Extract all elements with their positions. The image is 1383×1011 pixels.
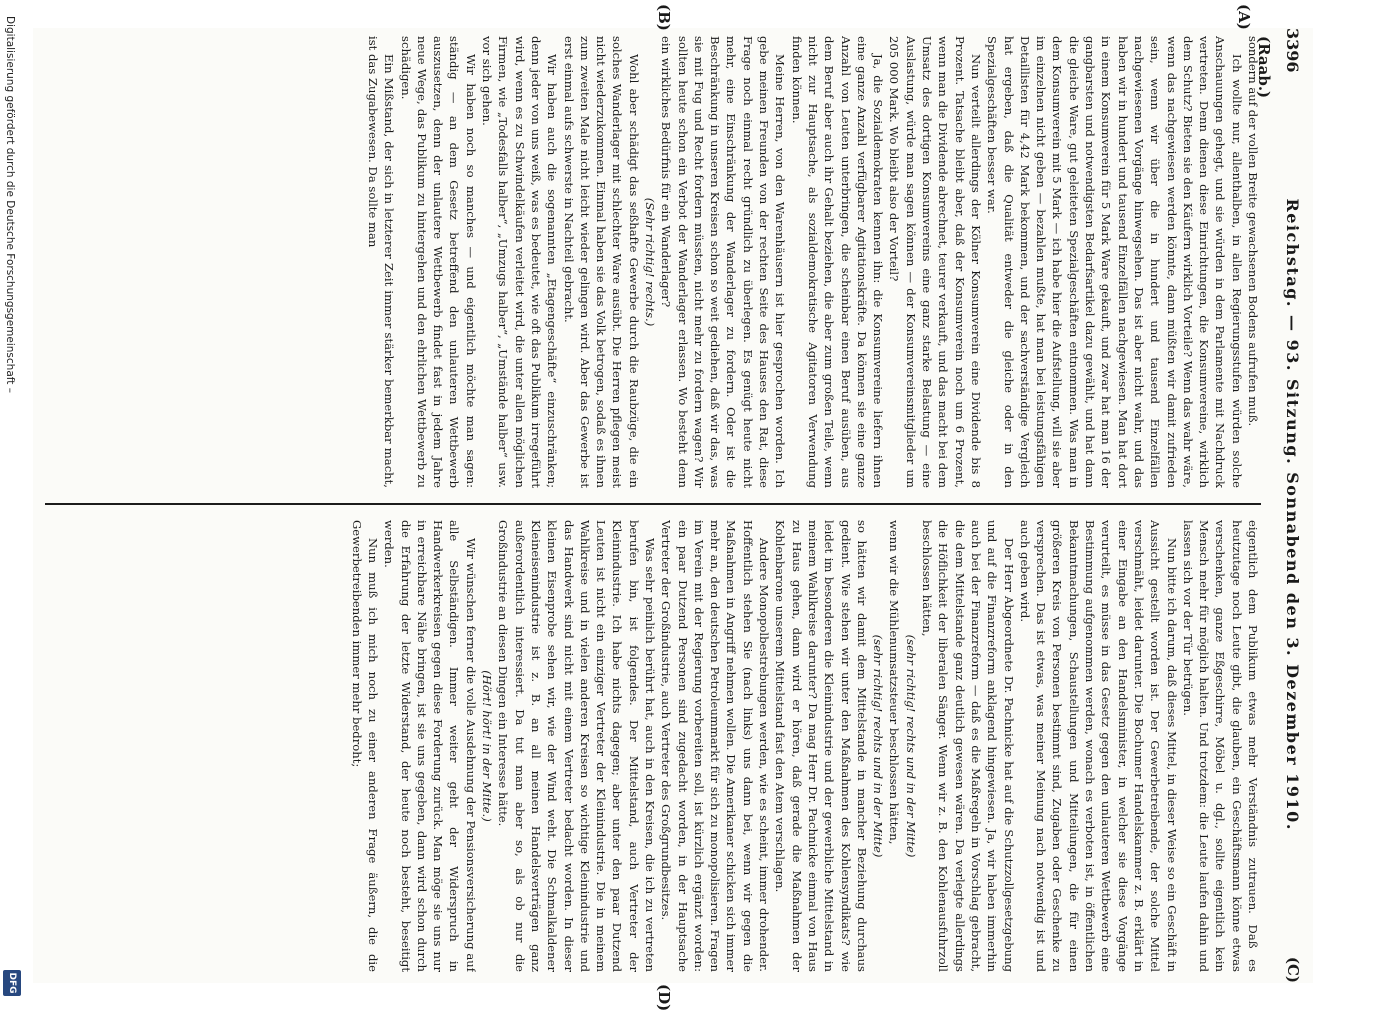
paragraph: Wir haben auch die sogenannten „Etagengeschäfte“ einzuschränken; denn jeder von uns weiß, was es bedeutet, wie oft das Publikum irregeführt wird, wenn es zu Schwindelkäufen verleitet wird, die unter allen möglichen Firmen, wie „Todesfalls halber“, „Umzugs halber“, „Umstände halber“ usw. vor sich gehen. — [480, 36, 560, 488]
marker-d: (D) — [655, 984, 673, 1011]
paragraph: Andere Monopolbestrebungen werden, wie es scheint, immer drohender. Hoffentlich stehen Sie (nach links) uns dann bei, wenn wir gegen die Maßnahmen in Angriff nehmen wollen. Die Amerikaner schicken sich immer mehr an, den deutschen Petroleummarkt für sich zu monopolisieren. Fragen im Verein mit der Regierung vorbereiten soll, ist kürzlich ergänzt worden: ein paar Dutzend Personen sind zugedacht worden, in der Hauptsache Vertreter der Großindustrie, auch Vertreter des Großgrundbesitzes. — [659, 520, 772, 972]
paragraph: Nun verteilt allerdings der Kölner Konsumverein eine Dividende bis 8 Prozent. Tatsache bleibt aber, daß der Konsumverein noch um 6 Prozent, wenn man die Dividende abrechnet, teurer verkauft, und das macht bei dem Umsatz des dortigen Konsumvereins eine ganz starke Belastung — eine Auslastung, würde man sagen können — der Konsumvereinsmitglieder um 205 000 Mark. Wo bleibt also der Vorteil? — [887, 36, 983, 488]
interjection: (Sehr richtig! rechts.) — [643, 197, 658, 327]
paragraph: sondern auf der vollen Breite gewachsenen Bodens aufrufen muß. — [1246, 36, 1260, 427]
paragraph: Ja, die Sozialdemokraten kennen ihn: die Konsumvereine liefern ihnen eine ganze Anzahl verfügbarer Agitationskräfte. Da können sie eine ganze Anzahl von Leuten unterbringen, die scheinbar einen Beruf ausüben, aus dem Beruf aber auch ihr Gehalt beziehen, die aber zum großen Teile, wenn nicht zur Hauptsache, als sozialdemokratische Agitatoren Verwendung finden können. — [789, 36, 886, 488]
paragraph: Was sehr peinlich berührt hat, auch in den Kreisen, die ich zu vertreten berufen bin, ist folgendes. Der Mittelstand, auch Vertreter der Kleinindustrie. Ich habe nichts dagegen; aber unter den paar Dutzend Leuten ist nicht ein einziger Vertreter der Kleinindustrie. Die in meinem Wahlkreise und in vielen anderen Kreisen so wichtige Kleinindustrie und das Handwerk sind nicht mit einem Vertreter bedacht worden. In dieser kleinen Eisenprobe sehen wir, wie der Wind weht. Die Schmalkaldener Kleineisenindustrie ist z. B. an all meinen Handelsverträgen ganz außerordentlich interessiert. Da tut man aber so, als ob nur die Großindustrie an diesen Dingen ein Interesse hätte. — [496, 520, 658, 972]
paragraph: Der Herr Abgeordnete Dr. Pachnicke hat auf die Schutzzollgesetzgebung und auf die Finanzreform anklagend hingewiesen. Ja, wir haben immerhin auch bei der Finanzreform — daß es die Maßregeln in Vorschlag gebracht, die dem Mittelstande ganz deutlich gewesen wären. Da verlegte allerdings die Höflichkeit der liberalen Sänger. Wenn wir z. B. den Kohlenausfuhrzoll beschlossen hätten, — [920, 520, 1016, 972]
marker-b: (B) — [655, 4, 673, 31]
paragraph: Nun bitte ich darum, daß dieses Mittel, in dieser Weise so ein Geschäft in Aussicht gestellt worden ist. Der Gewerbetreibende, der solche Mittel verschmäht, leidet darunter. Die Bochumer Handelskammer z. B. erklärt in einer Eingabe an den Handelsminister, in welcher sie diese Vorgänge verurteilt, es müsse in das Gesetz gegen den unlauteren Wettbewerb eine Bestimmung aufgenommen werden, wonach es verboten ist, in öffentlichen Bekanntmachungen, Schaustellungen und Mitteilungen, die für einen größeren Kreis von Personen bestimmt sind, Zugaben oder Geschenke zu versprechen. Das ist etwas, was meiner Meinung nach notwendig ist und auch geben wird. — [1017, 520, 1179, 972]
paragraph: eigentlich dem Publikum etwas mehr Verständnis zutrauen. Daß es heutzutage noch Leute gibt, die glauben, ein Geschäftsmann könne etwas verschenken, ganze Eßgeschirre, Möbel u. dgl., sollte eigentlich kein Mensch mehr für möglich halten. Und trotzdem: die Leute laufen dahin und lassen sich vor der Tür betrügen. — [1180, 520, 1260, 972]
page-title: Reichstag. — 93. Sitzung. Sonnabend den 3. Dezember 1910. — [1283, 198, 1303, 831]
interjection: (sehr richtig! rechts und in der Mitte) — [871, 634, 886, 858]
digitization-credit: Digitalisierung gefördert durch die Deutsche Forschungsgemeinschaft – — [4, 16, 16, 393]
column-divider — [45, 503, 1261, 505]
paragraph: so hätten wir damit dem Mittelstande in mancher Beziehung durchaus gedient. Wie stehen wir unter den Maßnahmen des Kohlensyndikats? wie leidet im besonderen die Kleinindustrie und der gewerbliche Mittelstand in meinem Wahlkreise darunter? Da mag Herr Dr. Pachnicke einmal von Haus zu Haus gehen, dann wird er hören, daß gerade die Maßnahmen der Kohlenbarone unserem Mittelstand fast den Atem verschlagen. — [773, 520, 869, 972]
dfg-logo: DFG — [3, 970, 21, 996]
speaker-label: (Raab.) — [1255, 36, 1273, 99]
paragraph: Ein Mißstand, der sich in letzterer Zeit immer stärker bemerkbar macht, ist das Zugabewesen. Da sollte man — [365, 36, 397, 488]
paragraph: Meine Herren, von den Warenhäusern ist hier gesprochen worden. Ich gebe meinen Freunden von der rechten Seite des Hauses den Rat, diese Frage noch einmal recht gründlich zu überlegen. Es genügt heute nicht mehr, eine Einschränkung der Wanderlager zu fordern. Oder ist die Beschränkung in unseren Kreisen schon so weit gediehen, daß wir das, was sie mit Fug und Recht fordern müssten, nicht mehr zu fordern wagen? Wir sollten heute schon ein Verbot der Wanderlager erlassen. Wo besteht denn ein wirkliches Bedürfnis für ein Wanderlager? — [659, 36, 788, 488]
paragraph: Ich wollte nur, allenthalben, in allen Regierungsstufen würden solche Anschauungen gehegt, und sie würden in dem Parlamente mit Nachdruck vertreten. Denn dienen diese Einrichtungen, die Konsumvereine, wirklich dem Schutz? Bieten sie den Käufern wirklich Vorteile? Wenn das wahr wäre, wenn das nachgewiesen werden könnte, dann müßten wir damit zufrieden sein, wenn wir über die in hundert und tausend Einzelfällen nachgewiesenen Vorgänge hinwegsehen. Das ist aber nicht wahr, und das haben wir in hundert und tausend Einzelfällen nachgewiesen. Man hat dort in einem Konsumverein für 5 Mark Ware gekauft, und zwar hat man 16 der gangbarsten und notwendigsten Bedarfsartikel dazu gewählt, und hat dann die gleiche Ware, gut geleiteten Spezialgeschäften entnommen. Was man in dem Konsumverein mit 5 Mark — ich habe hier die Aufstellung, will sie aber im einzelnen nicht geben — bezahlen mußte, hat man bei leistungsfähigen Detaillisten für 4,42 Mark bekommen, und der sachverständige Vergleich hat ergeben, daß die Qualität entweder die gleiche oder in den Spezialgeschäften besser war. — [985, 36, 1244, 488]
document-page — [33, 4, 1313, 1011]
marker-a: (A) — [1235, 4, 1253, 30]
left-text-column — [45, 36, 1261, 488]
page-header — [1273, 28, 1313, 983]
right-text-column — [45, 520, 1261, 972]
marker-c: (C) — [1284, 956, 1302, 983]
paragraph: Wohl aber schädigt das seßhafte Gewerbe durch die Raubzüge, die ein solches Wanderlager mit schlechter Ware ausübt. Die Herren pflegen meist nicht wiederzukommen. Einmal haben sie das Volk betrogen, sodaß es ihnen zum zweiten Male nicht leicht wieder gelingen wird. Aber das Gewerbe ist erst einmal aufs schwerste in Nachteil gebracht. — [561, 36, 641, 488]
paragraph: wenn wir die Mühlenumsatzsteuer beschlossen hätten, — [887, 520, 902, 845]
interjection: (sehr richtig! rechts und in der Mitte) — [903, 634, 918, 858]
interjection: (Hört! hört! in der Mitte.) — [480, 670, 495, 822]
paragraph: Wir haben noch so manches — und eigentlich möchte man sagen: ständig — an dem Gesetz betreffend den unlauteren Wettbewerb auszusetzen, denn der unlautere Wettbewerb findet fast in jedem Jahre neue Wege, das Publikum zu hintergehen und den ehrlichen Wettbewerb zu schädigen. — [398, 36, 478, 488]
paragraph: Wir wünschen ferner die volle Ausdehnung der Pensionsversicherung auf alle Selbständigen. Immer weiter geht der Widerspruch in Handwerkerkreisen gegen diese Forderung zurück. Man möge sie uns nur in erreichbare Nähe bringen, ist sie uns gegeben, dann wird schon durch die Erfahrung der letzte Widerstand, der heute noch besteht, beseitigt werden. — [382, 520, 478, 972]
paragraph: Nun muß ich mich noch zu einer anderen Frage äußern, die die Gewerbetreibenden immer mehr bedroht; — [349, 520, 380, 972]
page-number: 3396 — [1283, 28, 1303, 73]
